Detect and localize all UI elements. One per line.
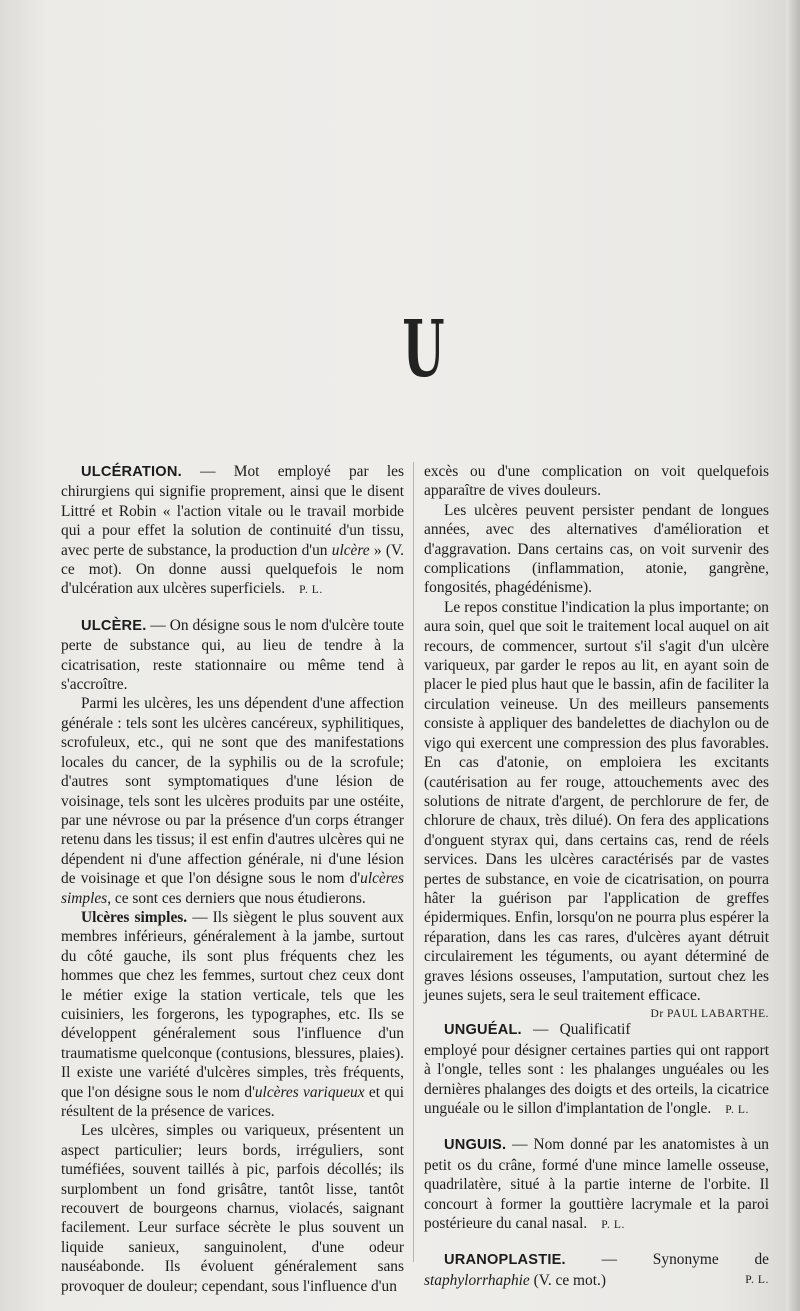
paragraph-evolution: Les ulcères peuvent persister pendant de longues années, avec des alternatives d'amélioration et d'aggravation. Dans certains cas, on voit survenir des complications (inflammation, atonie, gangrène, fongosités, phagédénisme). [424, 501, 769, 597]
simples-text: — Ils siègent le plus souvent aux membres inférieurs, généralement à la jambe, surtout du côté gauche, ils sont plus fréquents chez les hommes que chez les femmes, surtout chez ceux dont le métier exige la station verticale, tels que les cuisiniers, les forgerons, les typographes, etc. Ils se développent généralement sous l'influence d'un traumatisme quelconque (contusions, blessures, plaies). Il existe une variété d'ulcères simples, très fréquents, que l'on désigne sous le nom d' [61, 908, 404, 1101]
entry-ungueal [424, 1020, 769, 1120]
simples-italic: ulcères variqueux [254, 1083, 365, 1101]
para1-italic: ulcères simples [61, 870, 404, 907]
page-edge [786, 0, 800, 1311]
ulceration-signature: P. L. [299, 584, 323, 597]
ungueal-text: — Qualificatif employé pour désigner certaines parties qui ont rapport à l'ongle, telles sont : les phalanges unguéales ou les dernières phalanges des doigts et des orteils, la cicatrice unguéale ou le sillon d'implantation de l'ongle. [424, 1021, 769, 1117]
headword-ungueal: UNGUÉAL. [444, 1022, 522, 1039]
ulcere-text: — On désigne sous le nom d'ulcère toute perte de substance qui, au lieu de tendre à la cicatrisation, reste stationnaire ou même tend à s'accroître. [61, 616, 404, 694]
ulceration-text-2: » (V. ce mot). On donne aussi quelquefois le nom d'ulcération aux ulcères superficiels. [61, 541, 404, 598]
headword-ulcere: ULCÈRE. [81, 617, 147, 634]
paragraph-continuation: excès ou d'une complication on voit quelquefois apparaître de vives douleurs. [424, 463, 769, 500]
uranoplastie-signature: P. L. [745, 1273, 769, 1286]
headword-ulceration: ULCÉRATION. [81, 464, 182, 480]
column-divider [413, 462, 414, 1262]
ulceration-text: — Mot employé par les chirurgiens qui signifie proprement, ainsi que le disent Littré et Robin « l'action vitale ou le travail morbide qui a pour effet la solution de continuité d'un tissu, avec perte de substance, la production d'un [61, 463, 404, 559]
ulceration-italic: ulcère [331, 541, 370, 559]
uranoplastie-text: — Synonyme de [565, 1251, 769, 1269]
subheading-ulceres-simples: Ulcères simples. [81, 908, 188, 926]
author-signature: Dr PAUL LABARTHE. [650, 1008, 769, 1021]
ungueal-signature: P. L. [725, 1104, 750, 1116]
simples-text-2: et qui résultent de la présence de varices. [61, 1083, 404, 1120]
para2-text: Les ulcères, simples ou variqueux, présentent un aspect particulier; leurs bords, irréguliers, sont tuméfiées, souvent taillés à pic, parfois décollés; ils surplombent un fond grisâtre, tantôt lisse, tantôt recouvert de bourgeons charnus, violacés, saignant facilement. Leur surface sécrète le plus souvent un liquide sanieux, sanguinolent, d'une odeur nauséabonde. Ils évoluent généralement sans provoquer de douleur; cependant, sous l'influence d'un [61, 1122, 404, 1295]
paragraph-affection [61, 694, 404, 907]
unguis-text: — Nom donné par les anatomistes à un petit os du crâne, formé d'une mince lamelle osseuse, quadrilatère, situé à la partie interne de l'orbite. Il concourt à former la gouttière lacrymale et la paroi postérieure du canal nasal. [424, 1136, 769, 1233]
para1-text-2: , ce sont ces derniers que nous étudierons. [107, 889, 366, 907]
right-column [424, 462, 769, 1290]
paragraph-traitement [424, 598, 769, 1021]
headword-unguis: UNGUIS. [444, 1137, 507, 1154]
uranoplastie-italic: staphylorrhaphie [424, 1271, 530, 1289]
left-column [61, 462, 404, 1296]
entry-uranoplastie [424, 1250, 769, 1290]
entry-unguis [424, 1135, 769, 1235]
para1-text: Parmi les ulcères, les uns dépendent d'une affection générale : tels sont les ulcères cancéreux, syphilitiques, scrofuleux, etc., qui ne sont que des manifestations locales du cancer, de la syphilis ou de la scrofule; d'autres sont symptomatiques d'une lésion de voisinage, tels sont les ulcères produits par une ostéite, par une névrose ou par la présence d'un corps étranger retenu dans les tissus; il est enfin d'autres ulcères qui ne dépendent ni d'une affection générale, ni d'une lésion de voisinage et que l'on désigne sous le nom d' [61, 695, 404, 888]
entry-ulceration [61, 462, 404, 601]
headword-uranoplastie: URANOPLASTIE. [444, 1252, 566, 1269]
unguis-signature: P. L. [601, 1219, 626, 1232]
paragraph-ulceres-simples [61, 908, 404, 1121]
entry-ulcere [61, 616, 404, 695]
uranoplastie-text-2: (V. ce mot.) [529, 1271, 606, 1289]
para4-text: Le repos constitue l'indication la plus importante; on aura soin, quel que soit le traitement local auquel on ait recours, de commencer, surtout s'il s'agit d'un ulcère variqueux, par garder le repos au lit, en ayant soin de placer le pied plus haut que le bassin, afin de faciliter la circulation veineuse. Un des meilleurs pansements consiste à appliquer des bandelettes de diachylon ou de vigo qui exercent une compression des plus favorables. En cas d'atonie, on emploiera les excitants (cautérisation au fer rouge, attouchements avec des solutions de nitrate d'argent, de perchlorure de fer, de chlorure de chaux, très dilué). On fera des applications d'onguent styrax qui, dans certains cas, rend de réels services. Dans les ulcères caractérisés par de vastes pertes de substance, en voie de cicatrisation, on pourra hâter la guérison par l'application de greffes épidermiques. Enfin, lorsqu'on ne pourra plus espérer la réparation, dans les cas rares, d'ulcères ayant détruit circulairement les téguments, ou ayant déterminé de graves lésions osseuses, l'amputation, surtout chez les jeunes sujets, sera le seul traitement efficace. [424, 598, 769, 1004]
paragraph-aspect [61, 1121, 404, 1296]
section-letter: U [402, 304, 445, 395]
